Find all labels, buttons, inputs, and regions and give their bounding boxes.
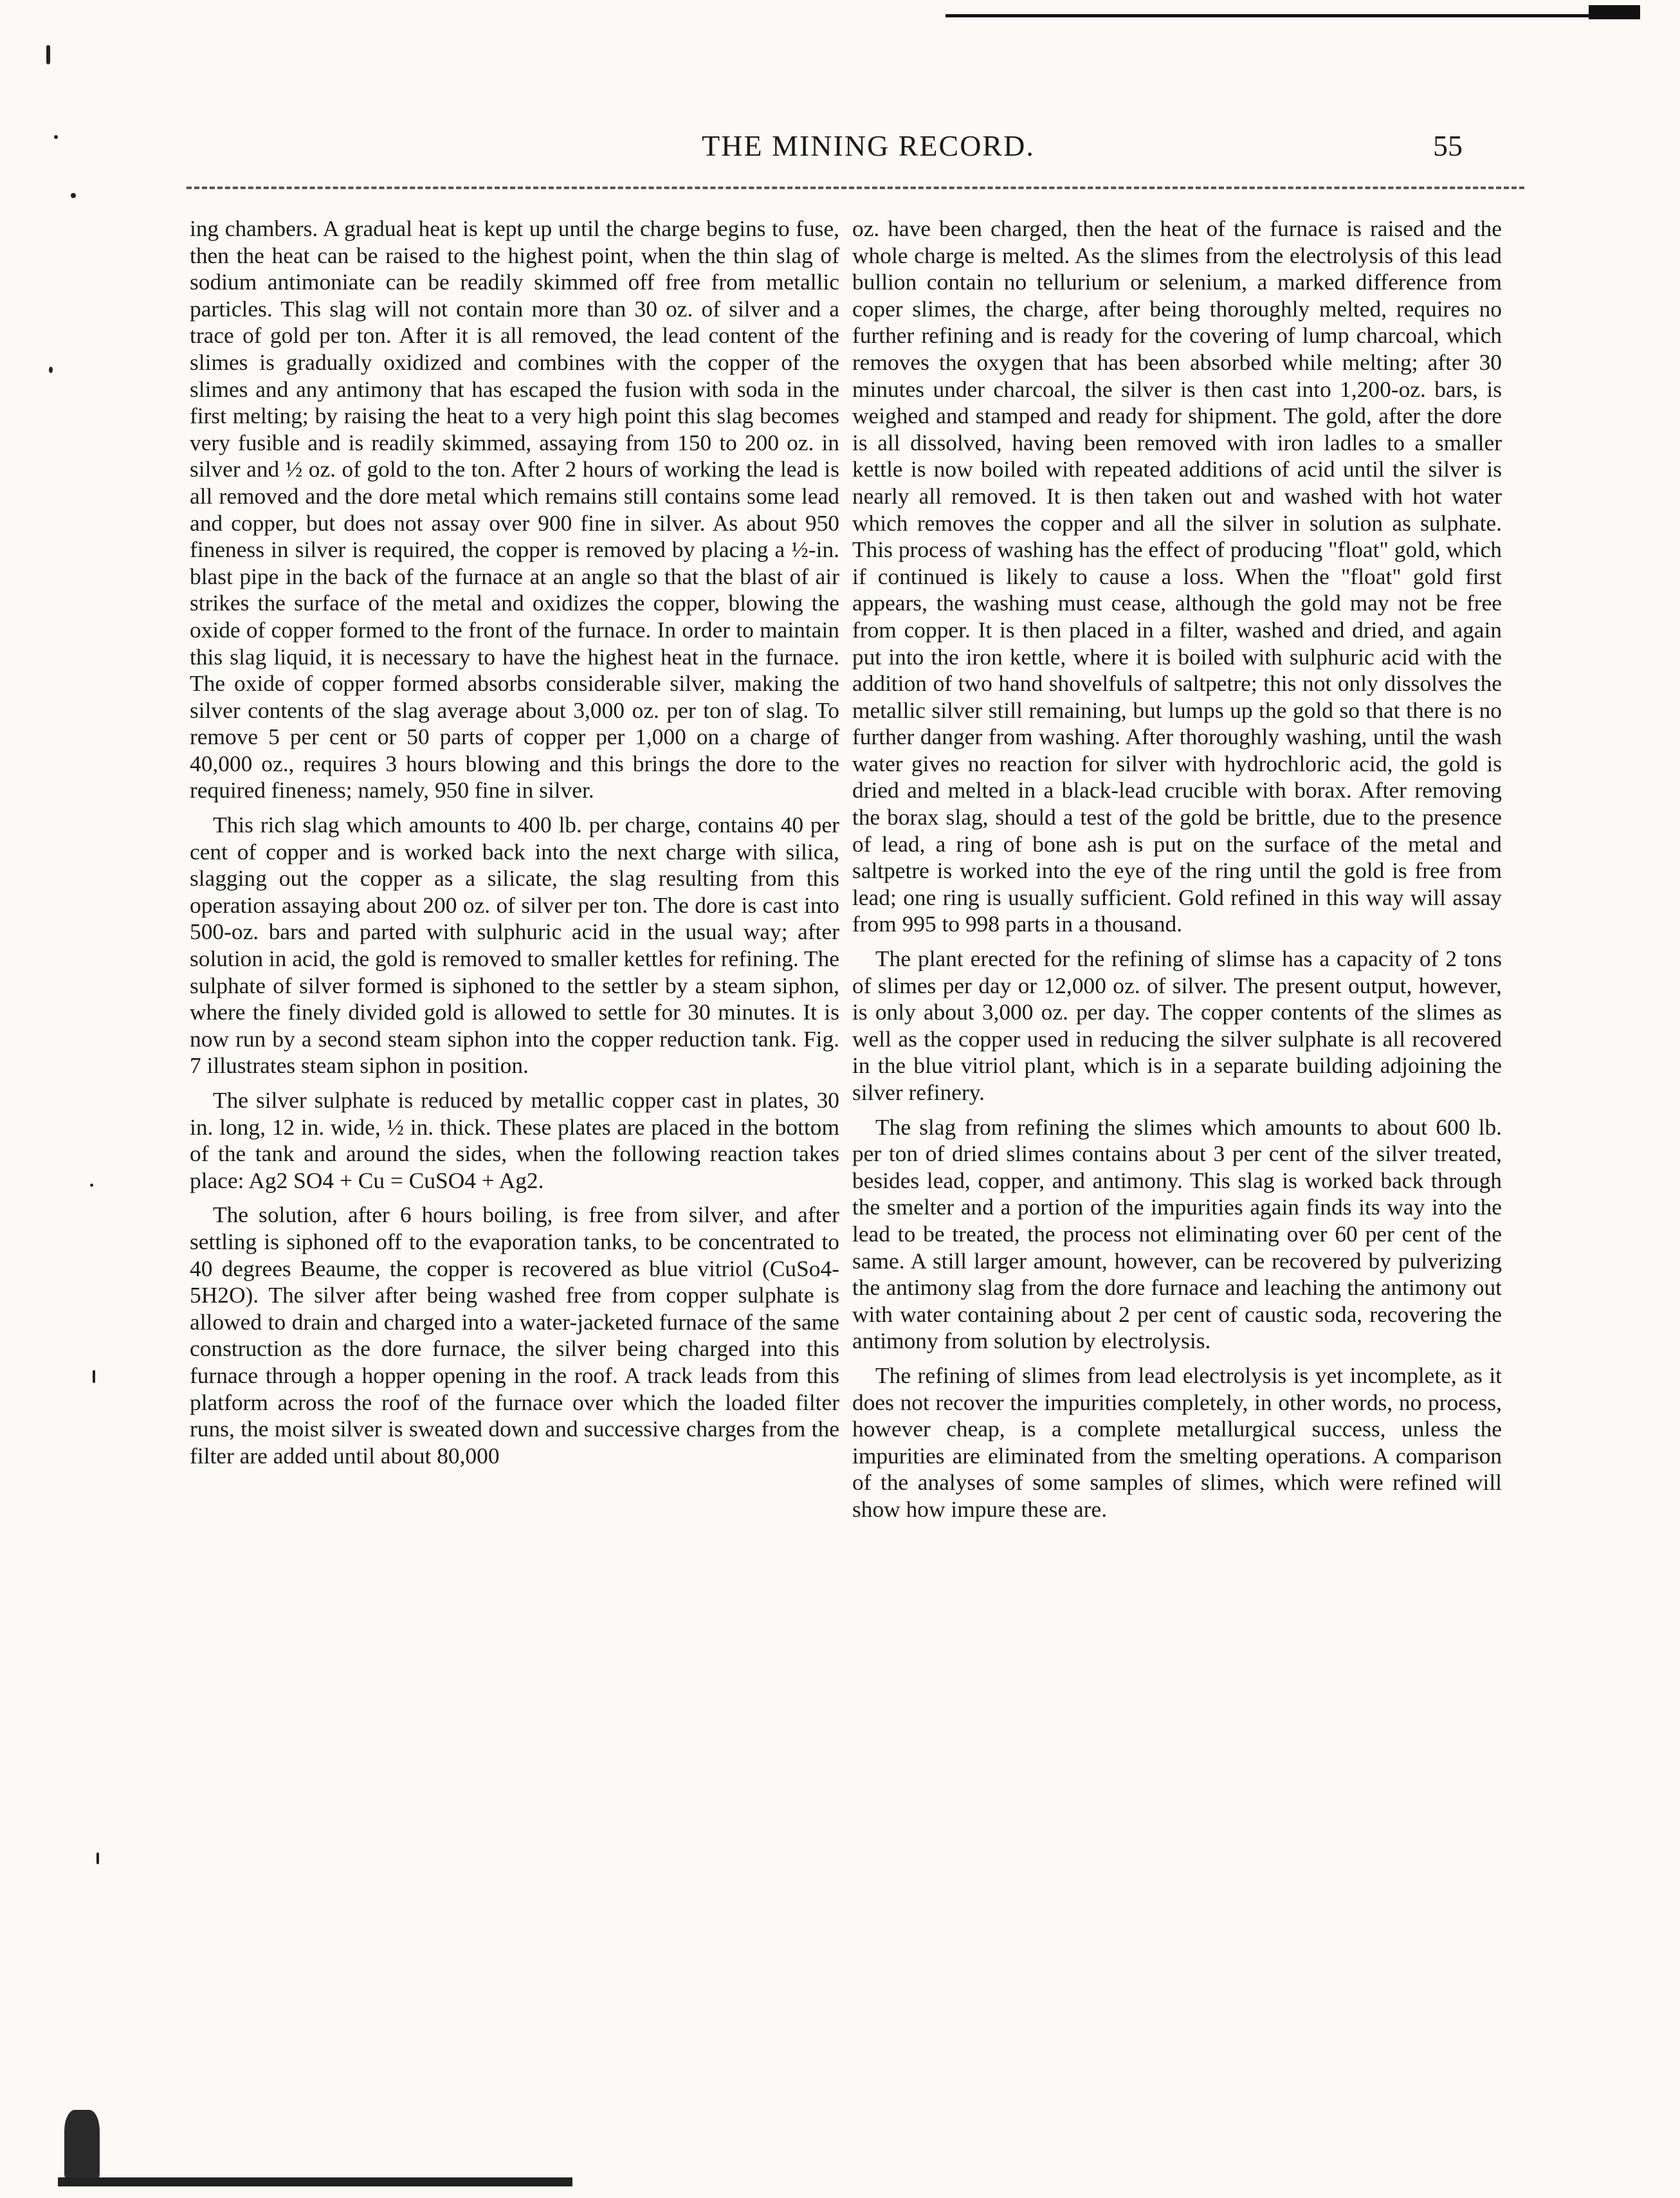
journal-title: THE MINING RECORD. (702, 129, 1035, 162)
paragraph: The slag from refining the slimes which amounts to about 600 lb. per ton of dried slimes contains about 3 per cent of the silver treated, besides lead, copper, and antimony. This slag is worked back through the smelter and a portion of the impurities again finds its way into the lead to be treated, the process not eliminating over 60 per cent of the same. A still larger amount, however, can be recovered by pulverizing the antimony slag from the dore furnace and leaching the antimony out with water containing about 2 per cent of caustic soda, recovering the antimony from solution by electrolysis. (852, 1113, 1502, 1354)
running-header (0, 129, 1680, 180)
right-column (852, 215, 1502, 1531)
left-column (190, 215, 839, 1477)
top-border-rule (945, 14, 1634, 17)
paragraph: The silver sulphate is reduced by metallic copper cast in plates, 30 in. long, 12 in. wide, ½ in. thick. These plates are placed in the bottom of the tank and around the sides, when the following reaction takes place: Ag2 SO4 + Cu = CuSO4 + Ag2. (190, 1087, 839, 1193)
paragraph: This rich slag which amounts to 400 lb. per charge, contains 40 per cent of copper and is worked back into the next charge with silica, slagging out the copper as a silicate, the slag resulting from this operation assaying about 200 oz. of silver per ton. The dore is cast into 500-oz. bars and parted with sulphuric acid in the usual way; after solution in acid, the gold is removed to smaller kettles for refining. The sulphate of silver formed is siphoned to the settler by a steam siphon, where the finely divided gold is allowed to settle for 30 minutes. It is now run by a second steam siphon into the copper reduction tank. Fig. 7 illustrates steam siphon in position. (190, 812, 839, 1079)
page-number: 55 (1433, 129, 1463, 162)
header-rule (187, 187, 1524, 189)
paragraph: The refining of slimes from lead electrolysis is yet incomplete, as it does not recover the impurities completely, in other words, no process, however cheap, is a complete metallurgical success, unless the impurities are eliminated from the smelting operations. A comparison of the analyses of some samples of slimes, which were refined will show how impure these are. (852, 1362, 1502, 1522)
paragraph: The solution, after 6 hours boiling, is free from silver, and after settling is siphoned off to the evaporation tanks, to be concentrated to 40 degrees Beaume, the copper is recovered as blue vitriol (CuSo4-5H2O). The silver after being washed free from copper sulphate is allowed to drain and charged into a water-jacketed furnace of the same construction as the dore furnace, the silver being charged into this furnace through a hopper opening in the roof. A track leads from this platform across the roof of the furnace over which the loaded filter runs, the moist silver is sweated down and successive charges from the filter are added until about 80,000 (190, 1202, 839, 1469)
paragraph: The plant erected for the refining of slimse has a capacity of 2 tons of slimes per day or 12,000 oz. of silver. The present output, however, is only about 3,000 oz. per day. The copper contents of the slimes as well as the copper used in reducing the silver sulphate is all recovered in the blue vitriol plant, which is in a separate building adjoining the silver refinery. (852, 946, 1502, 1105)
paragraph: ing chambers. A gradual heat is kept up until the charge begins to fuse, then the heat can be raised to the highest point, when the thin slag of sodium antimoniate can be readily skimmed off free from metallic particles. This slag will not contain more than 30 oz. of silver and a trace of gold per ton. After it is all removed, the lead content of the slimes is gradually oxidized and combines with the copper of the slimes and any antimony that has escaped the fusion with soda in the first melting; by raising the heat to a very high point this slag becomes very fusible and is readily skimmed, assaying from 150 to 200 oz. in silver and ½ oz. of gold to the ton. After 2 hours of working the lead is all removed and the dore metal which remains still contains some lead and copper, but does not assay over 900 fine in silver. As about 950 fineness in silver is required, the copper is removed by placing a ½-in. blast pipe in the back of the furnace at an angle so that the blast of air strikes the surface of the metal and oxidizes the copper, blowing the oxide of copper formed to the front of the furnace. In order to maintain this slag liquid, it is necessary to have the highest heat in the furnace. The oxide of copper formed absorbs considerable silver, making the silver contents of the slag average about 3,000 oz. per ton of slag. To remove 5 per cent or 50 parts of copper per 1,000 on a charge of 40,000 oz., requires 3 hours blowing and this brings the dore to the required fineness; namely, 950 fine in silver. (190, 215, 839, 803)
paragraph: oz. have been charged, then the heat of the furnace is raised and the whole charge is melted. As the slimes from the electrolysis of this lead bullion contain no tellurium or selenium, a marked difference from coper slimes, the charge, after being thoroughly melted, requires no further refining and is ready for the covering of lump charcoal, which removes the oxygen that has been absorbed while melting; after 30 minutes under charcoal, the silver is then cast into 1,200-oz. bars, is weighed and stamped and ready for shipment. The gold, after the dore is all dissolved, having been removed with iron ladles to a smaller kettle is now boiled with repeated additions of acid until the silver is nearly all removed. It is then taken out and washed with hot water which removes the copper and all the silver in solution as sulphate. This process of washing has the effect of producing "float" gold, which if continued is likely to cause a loss. When the "float" gold first appears, the washing must cease, although the gold may not be free from copper. It is then placed in a filter, washed and dried, and again put into the iron kettle, where it is boiled with sulphuric acid with the addition of two hand shovelfuls of saltpetre; this not only dissolves the metallic silver still remaining, but lumps up the gold so that there is no further danger from washing. After thoroughly washing, until the wash water gives no reaction for silver with hydrochloric acid, the gold is dried and melted in a black-lead crucible with borax. After removing the borax slag, should a test of the gold be brittle, due to the presence of lead, a ring of bone ash is put on the surface of the metal and saltpetre is worked into the eye of the ring until the gold is free from lead; one ring is usually sufficient. Gold refined in this way will assay from 995 to 998 parts in a thousand. (852, 215, 1502, 937)
page-edge-blot (64, 2110, 100, 2181)
margin-specks (45, 39, 122, 2161)
bottom-edge-shadow (58, 2177, 572, 2186)
top-border-mark (1589, 5, 1640, 19)
